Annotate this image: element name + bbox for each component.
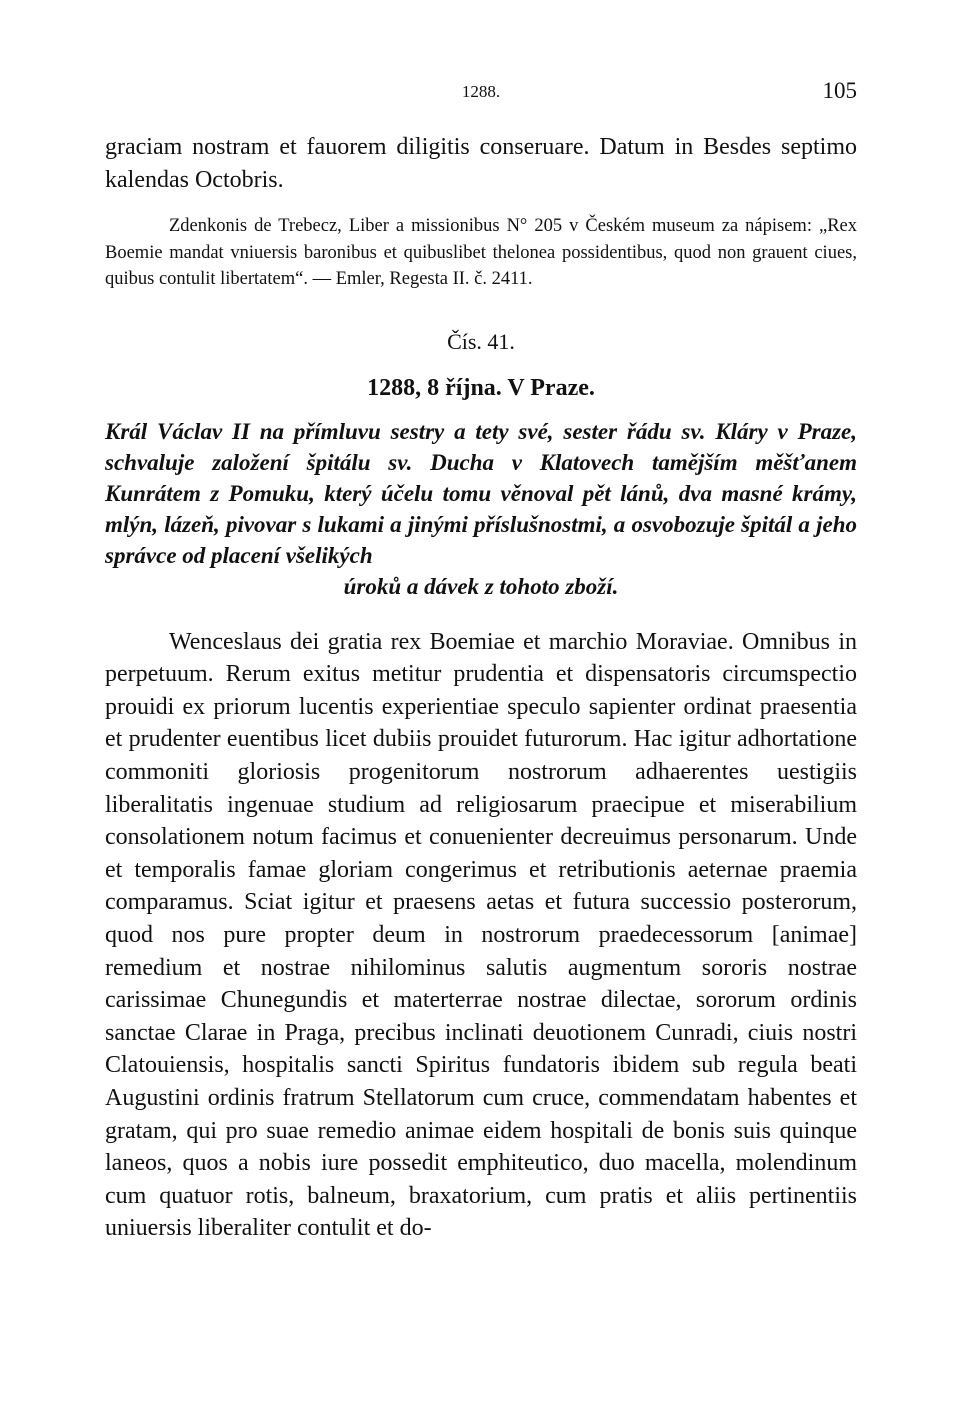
regest-last-line: úroků a dávek z tohoto zboží. xyxy=(343,573,619,599)
regest-main-text: Král Václav II na přímluvu sestry a tety své, sester řádu sv. Kláry v Praze, schvaluje založení špitálu sv. Ducha v Klatovech tamějším měšťanem Kunrátem z Pomuku, který účelu tomu věnoval pět lánů, dva masné krámy, mlýn, lázeň, pivovar s lukami a jinými příslušnostmi, a osvobozuje špitál a jeho správce od placení všelikých xyxy=(105,418,857,568)
charter-text: Wenceslaus dei gratia rex Boemiae et marchio Moraviae. Omnibus in perpetuum. Rerum exitus metitur prudentia et dispensatoris circumspectio prouidi ex priorum lucentis experientiae speculo sapienter ordinat praesentia et prudenter euentibus licet dubiis prouidet futurorum. Hac igitur adhortatione commoniti gloriosis progenitorum nostrorum adhaerentes uestigiis liberalitatis ingenuae studium ad religiosarum praecipue et miserabilium consolationem notum facimus et conuenienter decreuimus personarum. Unde et temporalis famae gloriam congerimus et retributionis aeternae praemia comparamus. Sciat igitur et praesens aetas et futura successio posterorum, quod nos pure propter deum in nostrorum praedecessorum [animae] remedium et nostrae nihilominus salutis augmentum sororis nostrae carissimae Chunegundis et materterrae nostrae dilectae, sororum ordinis sanctae Clarae in Praga, precibus inclinati deuotionem Cunradi, ciuis nostri Clatouiensis, hospitalis sancti Spiritus fundatoris ibidem sub regula beati Augustini ordinis fratrum Stellatorum cum cruce, commendatam habentes et gratam, qui pro suae remedio animae eidem hospitali de bonis suis quinque laneos, quos a nobis iure possedit emphiteutico, duo macella, molendinum cum quatuor rotis, balneum, braxatorium, cum pratis et aliis pertinentiis uniuersis liberaliter contulit et do- xyxy=(105,628,857,1242)
document-number: Čís. 41. xyxy=(447,328,515,354)
page-header xyxy=(105,78,857,106)
document-regest xyxy=(105,416,857,602)
document-page xyxy=(105,78,857,1245)
continuation-paragraph: graciam nostram et fauorem diligitis conseruare. Datum in Besdes septimo kalendas Octobris. xyxy=(105,134,857,193)
page-number: 105 xyxy=(822,78,857,103)
running-head-year: 1288. xyxy=(461,82,501,101)
document-date-place: 1288, 8 října. V Praze. xyxy=(367,374,595,401)
source-note: Zdenkonis de Trebecz, Liber a missionibus N° 205 v Českém museum za nápisem: „Rex Boemie mandat vniuersis baronibus et quibuslibet thelonea possidentibus, quod non grauent ciues, quibus contulit libertatem“. — Emler, Regesta II. č. 2411. xyxy=(105,216,857,290)
